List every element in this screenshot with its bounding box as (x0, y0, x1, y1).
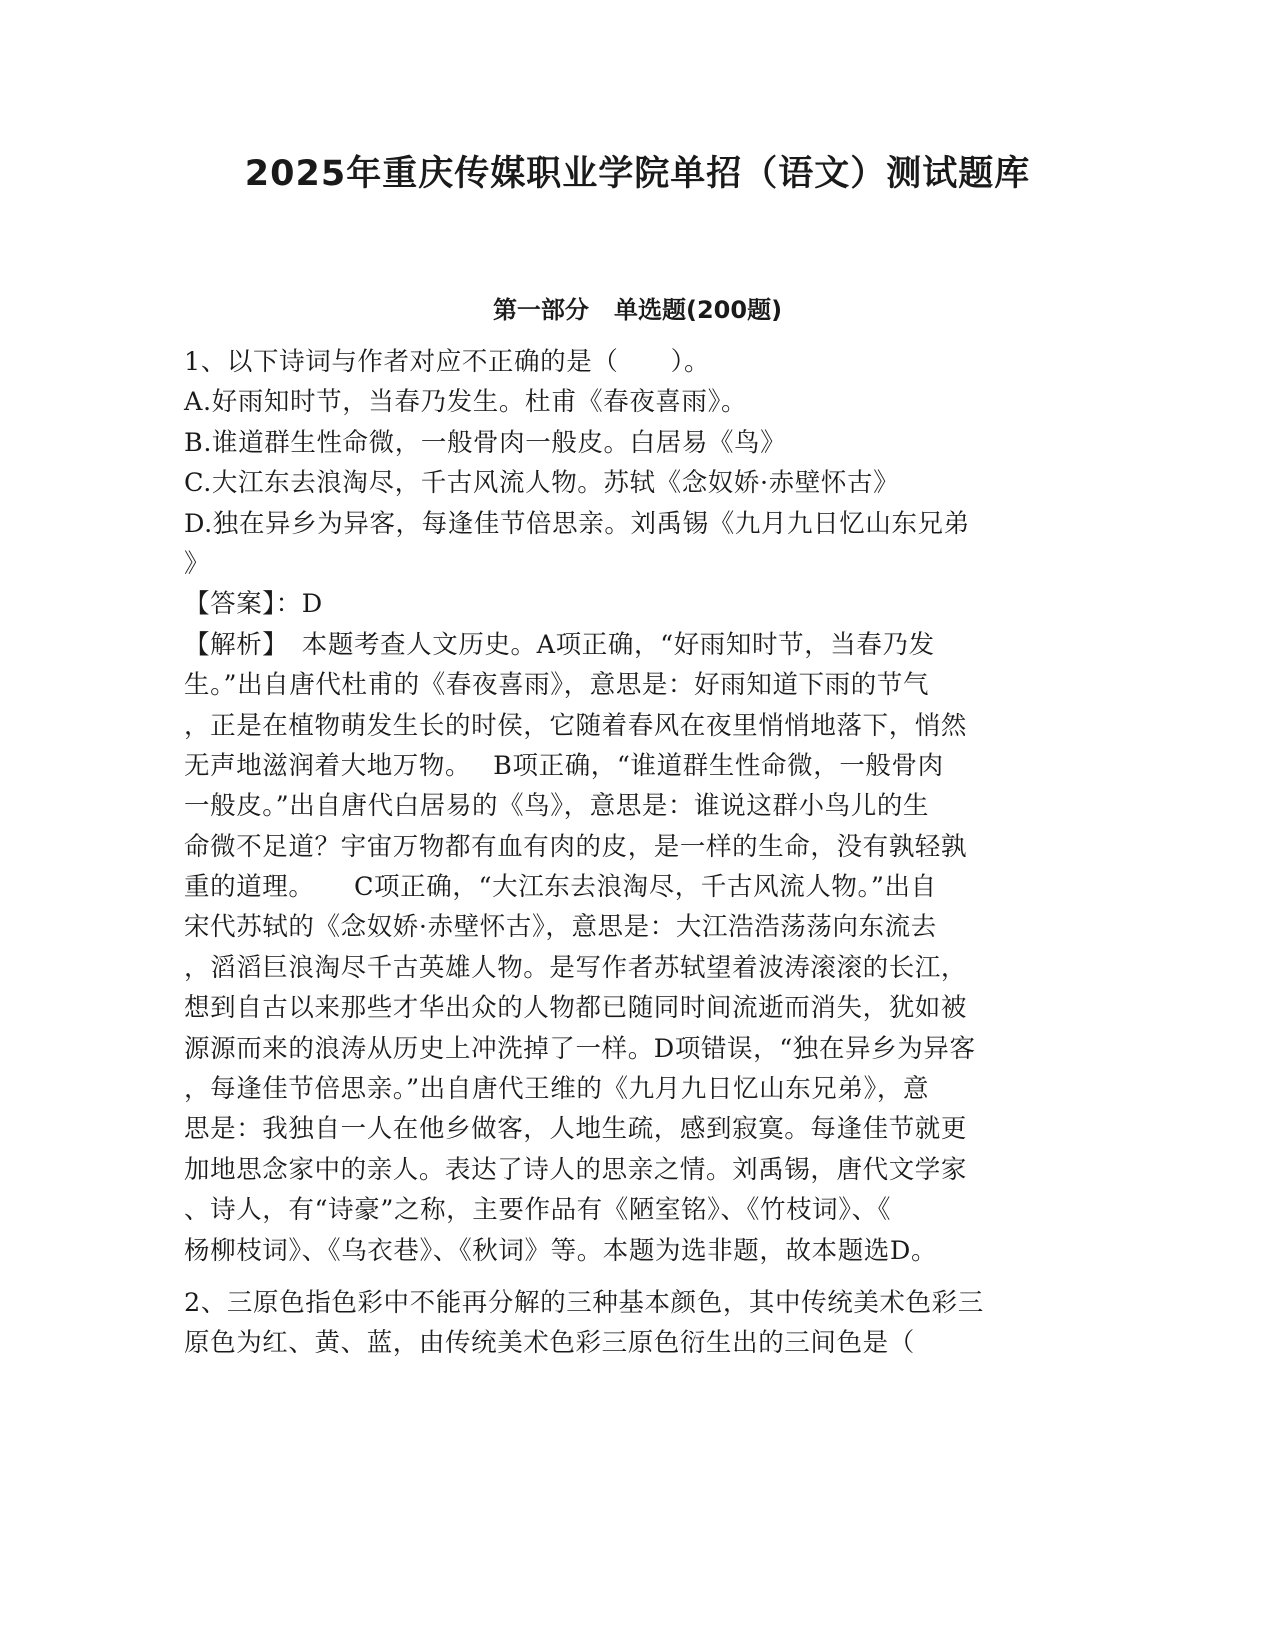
analysis-line: 一般皮。”出自唐代白居易的《鸟》，意思是：谁说这群小鸟儿的生 (184, 791, 930, 822)
option-d-continued: 》 (184, 548, 211, 579)
analysis-line: 重的道理。 C项正确，“大江东去浪淘尽，千古风流人物。”出自 (184, 872, 937, 903)
analysis-line: 杨柳枝词》、《乌衣巷》、《秋词》等。本题为选非题，故本题选D。 (184, 1235, 938, 1266)
question-2 (184, 1283, 1084, 1364)
analysis-line: 宋代苏轼的《念奴娇·赤壁怀古》，意思是：大江浩浩荡荡向东流去 (184, 912, 937, 943)
analysis-line: 加地思念家中的亲人。表达了诗人的思亲之情。刘禹锡，唐代文学家 (184, 1154, 968, 1185)
section-title: 第一部分 单选题(200题) (492, 296, 783, 324)
question-1 (184, 342, 1084, 1271)
option-a: A.好雨知时节，当春乃发生。杜甫《春夜喜雨》。 (184, 387, 748, 418)
option-d: D.独在异乡为异客，每逢佳节倍思亲。刘禹锡《九月九日忆山东兄弟 (184, 508, 970, 539)
question-stem: 原色为红、黄、蓝，由传统美术色彩三原色衍生出的三间色是（ (184, 1328, 915, 1359)
analysis-line: 无声地滋润着大地万物。 B项正确，“谁道群生性命微，一般骨肉 (184, 750, 944, 781)
document-body (184, 342, 1084, 1364)
question-stem: 2、三原色指色彩中不能再分解的三种基本颜色，其中传统美术色彩三 (184, 1287, 984, 1318)
analysis-line: 生。”出自唐代杜甫的《春夜喜雨》，意思是：好雨知道下雨的节气 (184, 670, 930, 701)
option-b: B.谁道群生性命微，一般骨肉一般皮。白居易《鸟》 (184, 427, 787, 458)
question-stem: 1、以下诗词与作者对应不正确的是（ ）。 (184, 347, 711, 377)
analysis-line: ，每逢佳节倍思亲。”出自唐代王维的《九月九日忆山东兄弟》，意 (184, 1074, 930, 1105)
option-c: C.大江东去浪淘尽，千古风流人物。苏轼《念奴娇·赤壁怀古》 (184, 468, 900, 499)
analysis-line: ，正是在植物萌发生长的时侯，它随着春风在夜里悄悄地落下，悄然 (184, 710, 968, 741)
analysis-line: 源源而来的浪涛从历史上冲洗掉了一样。D项错误，“独在异乡为异客 (184, 1033, 976, 1064)
analysis-line: 命微不足道？宇宙万物都有血有肉的皮，是一样的生命，没有孰轻孰 (184, 831, 968, 862)
analysis-line: 【解析】 本题考查人文历史。A项正确，“好雨知时节，当春乃发 (184, 629, 935, 660)
question-gap (184, 1271, 1084, 1283)
answer: 【答案】：D (184, 589, 323, 620)
document-title: 2025年重庆传媒职业学院单招（语文）测试题库 (244, 154, 1031, 194)
analysis-line: 、诗人，有“诗豪”之称，主要作品有《陋室铭》、《竹枝词》、《 (184, 1195, 892, 1226)
analysis-line: ，滔滔巨浪淘尽千古英雄人物。是写作者苏轼望着波涛滚滚的长江， (184, 952, 968, 983)
analysis-line: 想到自古以来那些才华出众的人物都已随同时间流逝而消失，犹如被 (184, 993, 968, 1024)
analysis-line: 思是：我独自一人在他乡做客，人地生疏，感到寂寞。每逢佳节就更 (184, 1114, 968, 1145)
